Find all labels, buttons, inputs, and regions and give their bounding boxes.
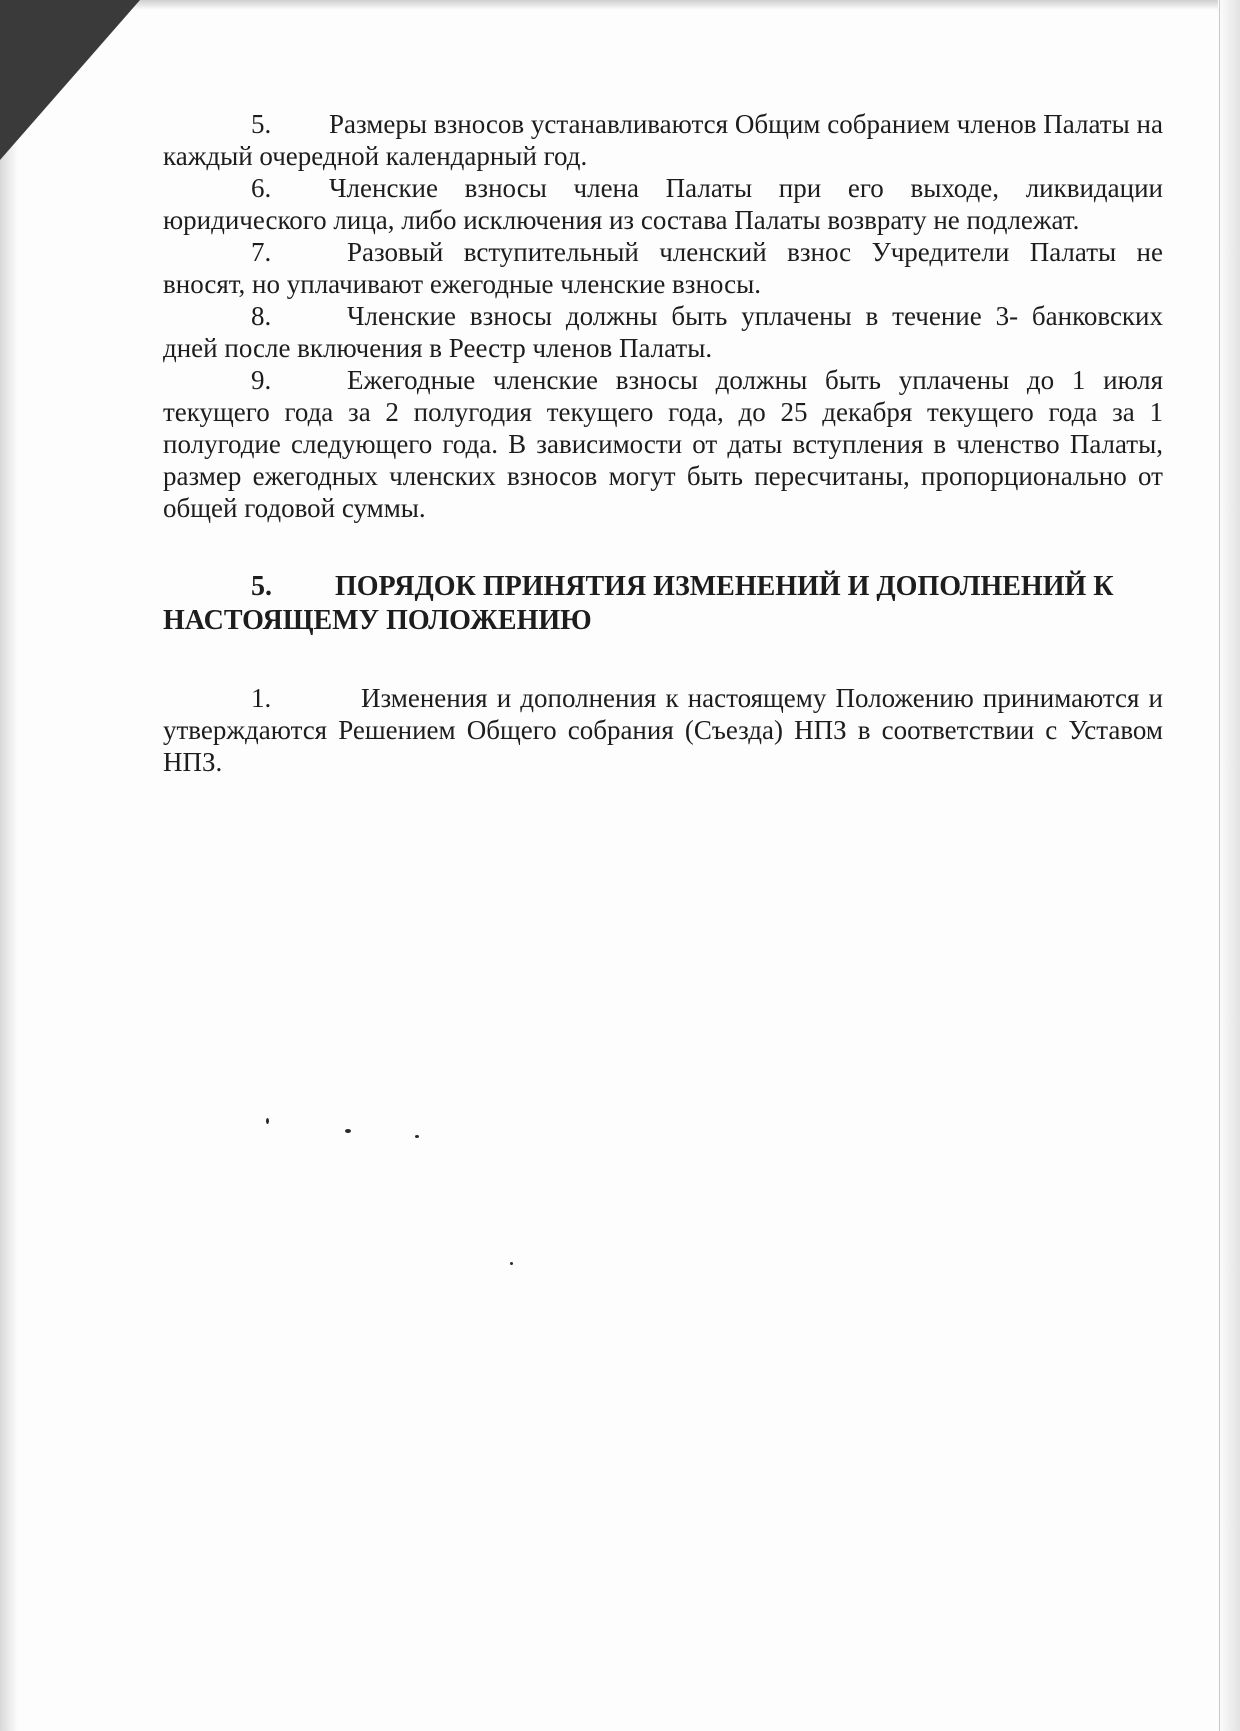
paragraph-text: Членские взносы члена Палаты при его выходе, ликвидации юридического лица, либо исключения из состава Палаты возврату не подлежат. — [163, 173, 1163, 235]
scan-left-shadow — [0, 0, 18, 1731]
paragraph-8 — [163, 300, 1163, 364]
paragraph-text: Членские взносы должны быть уплачены в течение 3- банковских дней после включения в Реестр членов Палаты. — [163, 301, 1163, 363]
paragraph-text: Ежегодные членские взносы должны быть уплачены до 1 июля текущего года за 2 полугодия текущего года, до 25 декабря текущего года за 1 полугодие следующего года. В зависимости от даты вступления в членство Палаты, размер ежегодных членских взносов могут быть пересчитаны, пропорционально от общей годовой суммы. — [163, 365, 1163, 523]
scan-speck — [266, 1118, 269, 1124]
scan-speck — [415, 1135, 419, 1138]
folded-corner — [0, 0, 140, 160]
paragraph-number: 1. — [251, 683, 272, 713]
section-title: ПОРЯДОК ПРИНЯТИЯ ИЗМЕНЕНИЙ И ДОПОЛНЕНИЙ К НАСТОЯЩЕМУ ПОЛОЖЕНИЮ — [163, 571, 1114, 636]
section-heading — [163, 570, 1163, 638]
scan-right-shadow — [1218, 0, 1240, 1731]
paragraph-5 — [163, 108, 1163, 172]
paragraph-number: 8. — [251, 301, 272, 331]
paragraph-number: 6. — [251, 173, 272, 203]
paragraph-9 — [163, 364, 1163, 524]
paragraph-text: Размеры взносов устанавливаются Общим собранием членов Палаты на каждый очередной календарный год. — [163, 109, 1163, 171]
paragraph-number: 7. — [251, 237, 272, 267]
section-paragraph-1 — [163, 682, 1163, 778]
scan-speck — [510, 1262, 513, 1265]
paragraph-text: Разовый вступительный членский взнос Учредители Палаты не вносят, но уплачивают ежегодные членские взносы. — [163, 237, 1163, 299]
paragraph-number: 5. — [251, 109, 272, 139]
section-number: 5. — [251, 571, 272, 602]
document-body — [163, 108, 1163, 778]
scan-right-edge-line — [1219, 0, 1220, 1731]
paragraph-6 — [163, 172, 1163, 236]
paragraph-number: 9. — [251, 365, 272, 395]
paragraph-7 — [163, 236, 1163, 300]
scan-speck — [345, 1129, 351, 1133]
paragraph-text: Изменения и дополнения к настоящему Положению принимаются и утверждаются Решением Общего собрания (Съезда) НПЗ в соответствии с Уставом НПЗ. — [163, 683, 1163, 777]
scan-top-shadow — [0, 0, 1240, 10]
